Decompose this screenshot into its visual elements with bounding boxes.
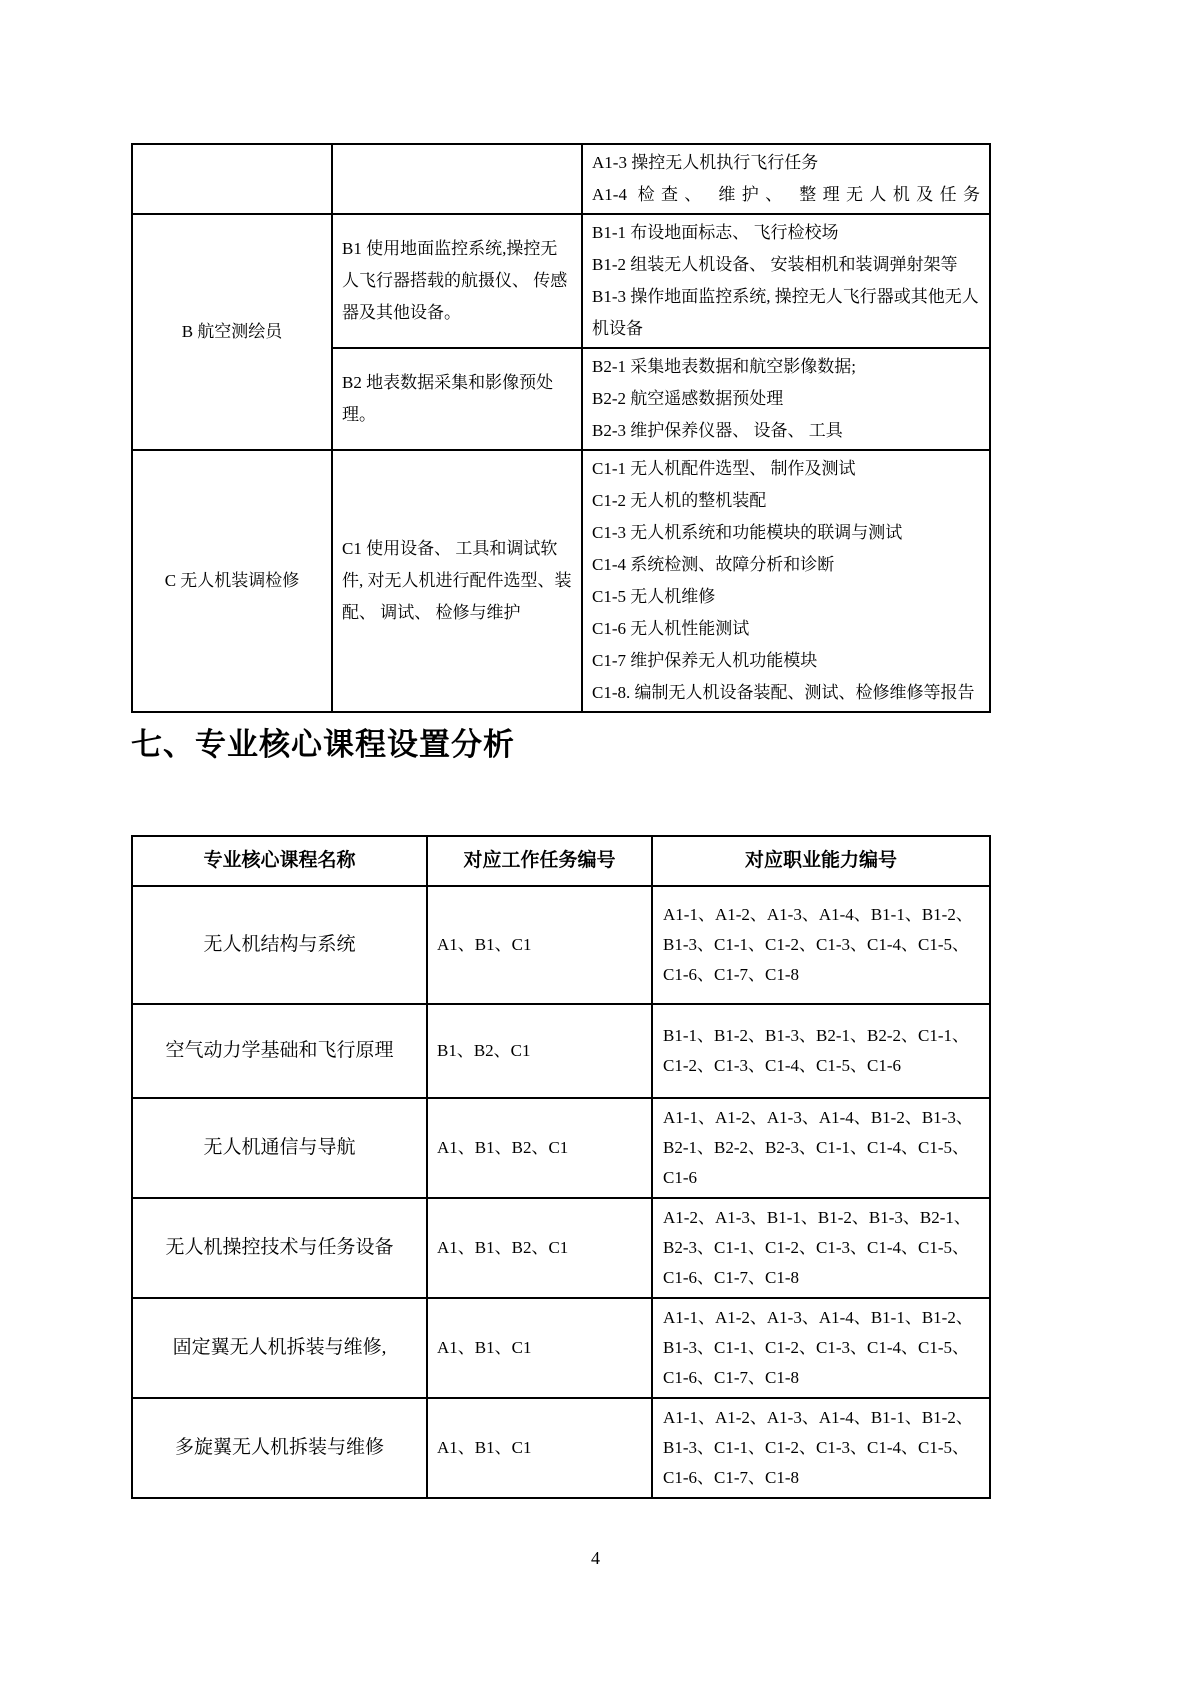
ability-code: C1-5、 [918, 1438, 969, 1457]
ability-code: C1-4、 [765, 1056, 816, 1075]
ability-code: C1-5、 [918, 935, 969, 954]
ability-line: B2-3 维护保养仪器、 设备、 工具 [592, 421, 843, 440]
course-name-cell: 无人机结构与系统 [132, 886, 427, 1004]
table-row [132, 1004, 990, 1098]
ability-codes-cell [652, 1298, 990, 1398]
task-cell: B1 使用地面监控系统,操控无人飞行器搭载的航摄仪、 传感器及其他设备。 [332, 214, 582, 348]
ability-code: A1-3、 [766, 1108, 819, 1127]
course-name-cell: 固定翼无人机拆装与维修, [132, 1298, 427, 1398]
ability-code: C1-8 [765, 1268, 799, 1287]
ability-code: A1-2、 [714, 1308, 767, 1327]
ability-code: C1-7、 [714, 1368, 765, 1387]
ability-cell [582, 450, 990, 712]
ability-line: C1-3 无人机系统和功能模块的联调与测试 [592, 523, 903, 542]
role-cell [132, 144, 332, 214]
ability-code: C1-1、 [918, 1026, 969, 1045]
ability-code: B1-3、 [921, 1108, 973, 1127]
ability-code: C1-3、 [816, 1238, 867, 1257]
ability-code: C1-1、 [714, 1338, 765, 1357]
ability-code: C1-6、 [663, 1368, 714, 1387]
course-name-cell: 无人机操控技术与任务设备 [132, 1198, 427, 1298]
ability-code: C1-6 [663, 1168, 697, 1187]
table-row [132, 1098, 990, 1198]
ability-codes-cell [652, 886, 990, 1004]
ability-code: C1-4、 [867, 1238, 918, 1257]
ability-code: B1-3、 [868, 1208, 920, 1227]
ability-code: B1-2、 [921, 1308, 973, 1327]
table-row [132, 1298, 990, 1398]
ability-code: C1-3、 [714, 1056, 765, 1075]
ability-code: B1-2、 [870, 1108, 922, 1127]
ability-code: B2-1、 [816, 1026, 867, 1045]
ability-line: C1-6 无人机性能测试 [592, 619, 750, 638]
table-row [132, 886, 990, 1004]
ability-code: C1-4、 [867, 1138, 918, 1157]
ability-line: C1-4 系统检测、故障分析和诊断 [592, 555, 835, 574]
ability-code: C1-2、 [765, 935, 816, 954]
ability-code: A1-4、 [818, 1108, 871, 1127]
ability-code: B1-1、 [870, 905, 922, 924]
task-codes-cell: B1、B2、C1 [427, 1004, 652, 1098]
ability-code: C1-1、 [714, 1238, 765, 1257]
task-cell [332, 144, 582, 214]
table-header-row [132, 836, 990, 886]
ability-code: C1-5、 [918, 1338, 969, 1357]
ability-code: A1-2、 [663, 1208, 715, 1227]
ability-code: A1-4、 [818, 905, 871, 924]
ability-code: B1-1、 [870, 1408, 922, 1427]
task-cell: C1 使用设备、 工具和调试软件, 对无人机进行配件选型、装配、 调试、 检修与维护 [332, 450, 582, 712]
table-row [132, 1398, 990, 1498]
ability-code: B2-1、 [919, 1208, 971, 1227]
ability-code: C1-7、 [714, 1468, 765, 1487]
ability-code: A1-1、 [663, 1408, 715, 1427]
ability-code: C1-7、 [714, 1268, 765, 1287]
ability-code: B1-1、 [870, 1308, 922, 1327]
ability-code: C1-2、 [765, 1338, 816, 1357]
ability-code: C1-3、 [816, 1438, 867, 1457]
ability-code: A1-3、 [766, 905, 819, 924]
ability-line: B1-2 组装无人机设备、 安装相机和装调弹射架等 [592, 255, 958, 274]
table-row [132, 214, 990, 348]
ability-code: B1-2、 [921, 1408, 973, 1427]
ability-code: C1-4、 [867, 935, 918, 954]
ability-code: A1-3、 [766, 1408, 819, 1427]
ability-code: C1-2、 [765, 1438, 816, 1457]
ability-line: C1-5 无人机维修 [592, 587, 716, 606]
role-cell: B 航空测绘员 [132, 214, 332, 450]
ability-line: A1-4 检查、 维护、 整理无人机及任务 [592, 185, 980, 204]
ability-code: B1-3、 [765, 1026, 816, 1045]
ability-line: C1-1 无人机配件选型、 制作及测试 [592, 459, 856, 478]
ability-code: C1-2、 [765, 1238, 816, 1257]
ability-code: B2-1、 [663, 1138, 714, 1157]
task-cell: B2 地表数据采集和影像预处理。 [332, 348, 582, 450]
ability-code: A1-1、 [663, 905, 715, 924]
task-codes-cell: A1、B1、B2、C1 [427, 1098, 652, 1198]
ability-code: C1-3、 [816, 935, 867, 954]
ability-code: C1-5、 [918, 1138, 969, 1157]
table-row [132, 144, 990, 214]
ability-code: B1-3、 [663, 1438, 714, 1457]
ability-code: A1-1、 [663, 1308, 715, 1327]
ability-codes-cell [652, 1004, 990, 1098]
ability-code: B2-2、 [867, 1026, 918, 1045]
ability-cell [582, 348, 990, 450]
ability-code: B1-1、 [766, 1208, 818, 1227]
ability-code: A1-4、 [818, 1308, 871, 1327]
course-name-cell: 空气动力学基础和飞行原理 [132, 1004, 427, 1098]
ability-code: C1-1、 [714, 935, 765, 954]
ability-code: B1-3、 [663, 935, 714, 954]
ability-line: C1-2 无人机的整机装配 [592, 491, 767, 510]
table-row [132, 1198, 990, 1298]
ability-code: B1-2、 [921, 905, 973, 924]
ability-code: C1-3、 [816, 1338, 867, 1357]
ability-code: B2-2、 [714, 1138, 765, 1157]
ability-code: C1-4、 [867, 1438, 918, 1457]
column-header-course: 专业核心课程名称 [132, 836, 427, 886]
ability-code: A1-1、 [663, 1108, 715, 1127]
ability-code: C1-5、 [816, 1056, 867, 1075]
ability-code: B1-1、 [663, 1026, 714, 1045]
ability-codes-cell [652, 1098, 990, 1198]
page-number: 4 [591, 1548, 600, 1568]
ability-code: C1-5、 [918, 1238, 969, 1257]
job-task-table [131, 143, 991, 713]
table-row [132, 450, 990, 712]
ability-codes-cell [652, 1398, 990, 1498]
ability-code: C1-2、 [663, 1056, 714, 1075]
task-codes-cell: A1、B1、C1 [427, 1298, 652, 1398]
ability-code: C1-6、 [663, 1468, 714, 1487]
column-header-tasks: 对应工作任务编号 [427, 836, 652, 886]
role-cell: C 无人机装调检修 [132, 450, 332, 712]
ability-code: C1-8 [765, 1468, 799, 1487]
ability-code: A1-2、 [714, 905, 767, 924]
ability-code: C1-6、 [663, 965, 714, 984]
ability-line: C1-8. 编制无人机设备装配、测试、检修维修等报告 [592, 683, 975, 702]
course-name-cell: 无人机通信与导航 [132, 1098, 427, 1198]
ability-code: A1-3、 [714, 1208, 767, 1227]
ability-code: C1-8 [765, 965, 799, 984]
course-mapping-table [131, 835, 991, 1499]
task-codes-cell: A1、B1、B2、C1 [427, 1198, 652, 1298]
ability-code: C1-6、 [663, 1268, 714, 1287]
column-header-abilities: 对应职业能力编号 [652, 836, 990, 886]
ability-code: A1-4、 [818, 1408, 871, 1427]
ability-cell [582, 214, 990, 348]
ability-code: A1-2、 [714, 1408, 767, 1427]
ability-code: B1-3、 [663, 1338, 714, 1357]
section-heading: 七、专业核心课程设置分析 [131, 727, 515, 762]
ability-code: C1-7、 [714, 965, 765, 984]
ability-line: B2-1 采集地表数据和航空影像数据; [592, 357, 856, 376]
ability-line: B1-1 布设地面标志、 飞行检校场 [592, 223, 839, 242]
ability-line: C1-7 维护保养无人机功能模块 [592, 651, 818, 670]
ability-code: B2-3、 [663, 1238, 714, 1257]
ability-code: B1-2、 [817, 1208, 869, 1227]
task-codes-cell: A1、B1、C1 [427, 1398, 652, 1498]
ability-codes-cell [652, 1198, 990, 1298]
ability-code: C1-1、 [714, 1438, 765, 1457]
ability-cell [582, 144, 990, 214]
task-codes-cell: A1、B1、C1 [427, 886, 652, 1004]
ability-code: B2-3、 [765, 1138, 816, 1157]
ability-code: A1-3、 [766, 1308, 819, 1327]
ability-line: B2-2 航空遥感数据预处理 [592, 389, 784, 408]
ability-code: C1-6 [867, 1056, 901, 1075]
ability-code: C1-8 [765, 1368, 799, 1387]
ability-line: A1-3 操控无人机执行飞行任务 [592, 153, 819, 172]
ability-code: B1-2、 [714, 1026, 765, 1045]
ability-line: B1-3 操作地面监控系统, 操控无人飞行器或其他无人机设备 [592, 287, 979, 338]
course-name-cell: 多旋翼无人机拆装与维修 [132, 1398, 427, 1498]
ability-code: C1-1、 [816, 1138, 867, 1157]
ability-code: A1-2、 [714, 1108, 767, 1127]
ability-code: C1-4、 [867, 1338, 918, 1357]
